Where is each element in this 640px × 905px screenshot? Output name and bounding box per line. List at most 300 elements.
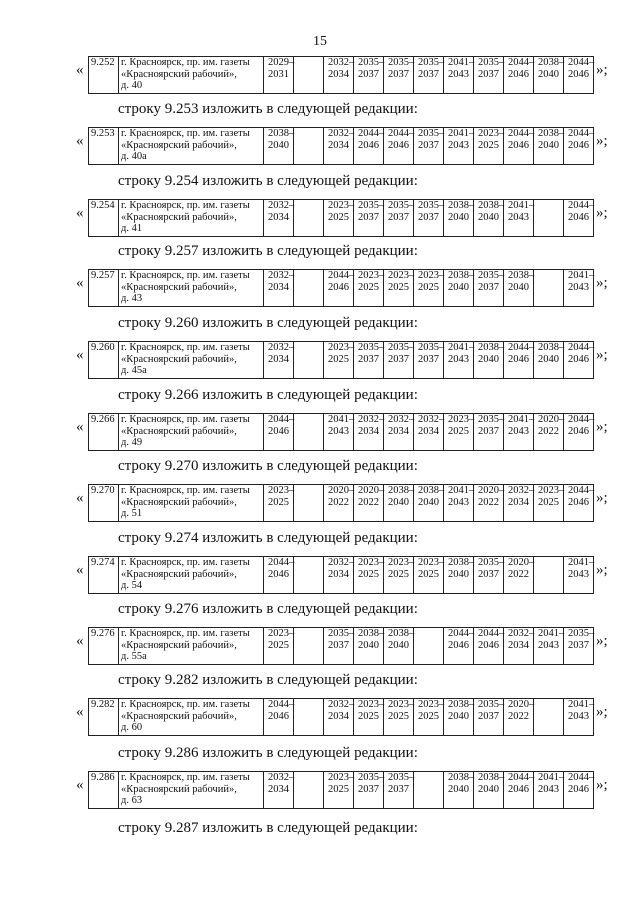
- edit-instruction: строку 9.276 изложить в следующей редакции:: [118, 601, 418, 617]
- range-end: 2037: [418, 68, 439, 80]
- date-range-cell: [564, 772, 594, 809]
- range-end: 2046: [358, 139, 379, 151]
- address-cell: [119, 485, 264, 522]
- range-end: 2037: [568, 639, 589, 651]
- edit-instruction: строку 9.260 изложить в следующей редакции:: [118, 315, 418, 331]
- address-line: «Красноярский рабочий»,: [121, 496, 237, 508]
- range-end: 2037: [358, 783, 379, 795]
- range-start: 2038–: [418, 485, 445, 496]
- range-start: 2041–: [448, 57, 475, 68]
- range-start: 2023–: [268, 485, 295, 496]
- range-end: 2040: [538, 139, 559, 151]
- address-line: «Красноярский рабочий»,: [121, 783, 237, 795]
- range-end: 2046: [268, 568, 289, 580]
- date-range-cell: [444, 485, 474, 522]
- range-start: 2044–: [388, 128, 415, 139]
- range-end: 2046: [568, 425, 589, 437]
- date-range-cell: [564, 414, 594, 451]
- range-end: 2040: [448, 710, 469, 722]
- range-start: 2038–: [448, 200, 475, 211]
- row-number: 9.252: [89, 57, 119, 94]
- range-start: 2038–: [268, 128, 295, 139]
- table-row: [88, 199, 594, 237]
- range-end: 2040: [448, 281, 469, 293]
- range-end: 2046: [568, 139, 589, 151]
- address-line: «Красноярский рабочий»,: [121, 639, 237, 651]
- date-range-cell: [384, 200, 414, 237]
- table-row: [88, 698, 594, 736]
- open-quote: «: [76, 205, 84, 221]
- range-end: 2022: [508, 568, 529, 580]
- date-range-cell: [414, 128, 444, 165]
- date-range-cell: [564, 557, 594, 594]
- date-range-cell: [264, 128, 294, 165]
- range-end: 2046: [568, 353, 589, 365]
- date-range-cell: [474, 414, 504, 451]
- date-range-cell: [534, 557, 564, 594]
- row-number: 9.253: [89, 128, 119, 165]
- range-end: 2025: [538, 496, 559, 508]
- range-start: 2035–: [568, 628, 595, 639]
- edit-instruction: строку 9.270 изложить в следующей редакции:: [118, 458, 418, 474]
- date-range-cell: [354, 772, 384, 809]
- address-line: д. 49: [121, 437, 143, 448]
- range-end: 2040: [448, 783, 469, 795]
- range-start: 2032–: [358, 414, 385, 425]
- range-start: 2032–: [328, 557, 355, 568]
- range-start: 2041–: [568, 557, 595, 568]
- range-start: 2035–: [418, 57, 445, 68]
- range-start: 2032–: [418, 414, 445, 425]
- range-start: 2020–: [328, 485, 355, 496]
- range-end: 2046: [268, 425, 289, 437]
- date-range-cell: [504, 270, 534, 307]
- range-start: 2032–: [328, 128, 355, 139]
- range-start: 2044–: [568, 342, 595, 353]
- date-range-cell: [414, 699, 444, 736]
- range-end: 2040: [388, 496, 409, 508]
- range-start: 2032–: [328, 57, 355, 68]
- date-range-cell: [414, 200, 444, 237]
- date-range-cell: [534, 270, 564, 307]
- range-end: 2040: [388, 639, 409, 651]
- range-start: 2041–: [538, 628, 565, 639]
- range-start: 2023–: [358, 270, 385, 281]
- range-end: 2037: [418, 211, 439, 223]
- address-cell: [119, 628, 264, 665]
- date-range-cell: [444, 628, 474, 665]
- range-end: 2040: [478, 783, 499, 795]
- range-end: 2037: [478, 68, 499, 80]
- close-quote: »;: [596, 562, 608, 578]
- date-range-cell: [354, 57, 384, 94]
- table-row: [88, 484, 594, 522]
- address-line: г. Красноярск, пр. им. газеты: [121, 557, 250, 568]
- date-range-cell: [534, 342, 564, 379]
- range-start: 2020–: [508, 557, 535, 568]
- range-start: 2038–: [358, 628, 385, 639]
- range-start: 2038–: [448, 772, 475, 783]
- range-start: 2044–: [478, 628, 505, 639]
- date-range-cell: [264, 200, 294, 237]
- date-range-cell: [414, 557, 444, 594]
- date-range-cell: [444, 342, 474, 379]
- range-end: 2037: [358, 68, 379, 80]
- range-end: 2046: [478, 639, 499, 651]
- date-range-cell: [294, 57, 324, 94]
- range-start: 2035–: [418, 128, 445, 139]
- date-range-cell: [414, 485, 444, 522]
- date-range-cell: [534, 485, 564, 522]
- date-range-cell: [474, 628, 504, 665]
- range-end: 2046: [568, 783, 589, 795]
- range-end: 2034: [328, 139, 349, 151]
- range-start: 2038–: [448, 557, 475, 568]
- range-start: 2044–: [268, 414, 295, 425]
- range-end: 2034: [508, 496, 529, 508]
- range-start: 2023–: [268, 628, 295, 639]
- date-range-cell: [474, 342, 504, 379]
- range-end: 2037: [478, 425, 499, 437]
- range-start: 2038–: [448, 270, 475, 281]
- address-line: г. Красноярск, пр. им. газеты: [121, 414, 250, 425]
- range-start: 2038–: [448, 699, 475, 710]
- date-range-cell: [474, 557, 504, 594]
- range-end: 2043: [568, 281, 589, 293]
- date-range-cell: [294, 128, 324, 165]
- range-start: 2023–: [388, 270, 415, 281]
- range-end: 2037: [388, 211, 409, 223]
- range-end: 2037: [388, 353, 409, 365]
- date-range-cell: [444, 57, 474, 94]
- range-end: 2040: [538, 68, 559, 80]
- range-start: 2044–: [508, 128, 535, 139]
- range-end: 2034: [328, 68, 349, 80]
- date-range-cell: [414, 414, 444, 451]
- range-end: 2046: [568, 68, 589, 80]
- edit-instruction: строку 9.274 изложить в следующей редакции:: [118, 530, 418, 546]
- date-range-cell: [474, 57, 504, 94]
- open-quote: «: [76, 490, 84, 506]
- range-start: 2044–: [568, 772, 595, 783]
- range-start: 2023–: [388, 557, 415, 568]
- address-line: д. 54: [121, 580, 143, 591]
- range-end: 2040: [478, 353, 499, 365]
- date-range-cell: [324, 485, 354, 522]
- date-range-cell: [294, 414, 324, 451]
- date-range-cell: [384, 557, 414, 594]
- range-start: 2035–: [388, 57, 415, 68]
- date-range-cell: [444, 414, 474, 451]
- address-line: «Красноярский рабочий»,: [121, 568, 237, 580]
- date-range-cell: [504, 772, 534, 809]
- date-range-cell: [264, 57, 294, 94]
- date-range-cell: [504, 200, 534, 237]
- range-end: 2022: [478, 496, 499, 508]
- range-start: 2023–: [358, 699, 385, 710]
- open-quote: «: [76, 347, 84, 363]
- date-range-cell: [534, 200, 564, 237]
- range-end: 2037: [388, 68, 409, 80]
- date-range-cell: [474, 270, 504, 307]
- range-start: 2023–: [328, 342, 355, 353]
- range-end: 2022: [508, 710, 529, 722]
- range-end: 2022: [538, 425, 559, 437]
- address-cell: [119, 557, 264, 594]
- range-end: 2031: [268, 68, 289, 80]
- range-start: 2020–: [508, 699, 535, 710]
- date-range-cell: [564, 128, 594, 165]
- row-number: 9.282: [89, 699, 119, 736]
- range-end: 2037: [478, 568, 499, 580]
- range-start: 2035–: [388, 200, 415, 211]
- range-start: 2038–: [508, 270, 535, 281]
- range-end: 2043: [328, 425, 349, 437]
- date-range-cell: [294, 342, 324, 379]
- range-start: 2035–: [358, 342, 385, 353]
- close-quote: »;: [596, 633, 608, 649]
- address-line: д. 55а: [121, 651, 147, 662]
- address-line: д. 63: [121, 795, 143, 806]
- address-cell: [119, 128, 264, 165]
- range-end: 2034: [328, 710, 349, 722]
- date-range-cell: [294, 200, 324, 237]
- address-line: г. Красноярск, пр. им. газеты: [121, 485, 250, 496]
- range-end: 2025: [388, 568, 409, 580]
- close-quote: »;: [596, 419, 608, 435]
- address-line: д. 51: [121, 508, 143, 519]
- range-end: 2037: [358, 211, 379, 223]
- date-range-cell: [564, 270, 594, 307]
- range-start: 2032–: [268, 342, 295, 353]
- address-line: г. Красноярск, пр. им. газеты: [121, 270, 250, 281]
- date-range-cell: [354, 128, 384, 165]
- range-start: 2035–: [478, 57, 505, 68]
- table-row: [88, 556, 594, 594]
- date-range-cell: [294, 485, 324, 522]
- range-end: 2043: [538, 639, 559, 651]
- date-range-cell: [354, 414, 384, 451]
- range-end: 2034: [268, 353, 289, 365]
- date-range-cell: [534, 57, 564, 94]
- range-start: 2044–: [448, 628, 475, 639]
- date-range-cell: [504, 57, 534, 94]
- date-range-cell: [264, 485, 294, 522]
- date-range-cell: [324, 57, 354, 94]
- range-start: 2032–: [388, 414, 415, 425]
- date-range-cell: [384, 699, 414, 736]
- date-range-cell: [264, 557, 294, 594]
- date-range-cell: [444, 270, 474, 307]
- range-end: 2025: [388, 710, 409, 722]
- range-end: 2040: [478, 211, 499, 223]
- close-quote: »;: [596, 777, 608, 793]
- address-line: «Красноярский рабочий»,: [121, 353, 237, 365]
- range-end: 2025: [328, 783, 349, 795]
- range-start: 2044–: [568, 200, 595, 211]
- range-end: 2046: [568, 211, 589, 223]
- date-range-cell: [534, 772, 564, 809]
- range-end: 2025: [358, 281, 379, 293]
- date-range-cell: [444, 557, 474, 594]
- range-end: 2043: [508, 211, 529, 223]
- date-range-cell: [444, 200, 474, 237]
- range-end: 2022: [358, 496, 379, 508]
- address-cell: [119, 772, 264, 809]
- date-range-cell: [474, 699, 504, 736]
- date-range-cell: [324, 128, 354, 165]
- date-range-cell: [414, 772, 444, 809]
- date-range-cell: [444, 699, 474, 736]
- range-end: 2037: [478, 710, 499, 722]
- date-range-cell: [504, 557, 534, 594]
- date-range-cell: [534, 414, 564, 451]
- date-range-cell: [354, 270, 384, 307]
- range-end: 2043: [538, 783, 559, 795]
- date-range-cell: [504, 699, 534, 736]
- date-range-cell: [324, 200, 354, 237]
- date-range-cell: [414, 57, 444, 94]
- range-start: 2038–: [478, 772, 505, 783]
- range-end: 2046: [268, 710, 289, 722]
- range-end: 2025: [268, 496, 289, 508]
- range-start: 2035–: [358, 772, 385, 783]
- range-end: 2034: [418, 425, 439, 437]
- range-start: 2044–: [328, 270, 355, 281]
- date-range-cell: [264, 342, 294, 379]
- range-end: 2025: [418, 281, 439, 293]
- range-start: 2038–: [478, 200, 505, 211]
- range-start: 2020–: [538, 414, 565, 425]
- range-start: 2038–: [538, 128, 565, 139]
- edit-instruction: строку 9.253 изложить в следующей редакции:: [118, 101, 418, 117]
- date-range-cell: [264, 270, 294, 307]
- range-start: 2023–: [418, 699, 445, 710]
- range-end: 2025: [328, 211, 349, 223]
- date-range-cell: [294, 270, 324, 307]
- address-line: д. 40а: [121, 151, 147, 162]
- address-line: г. Красноярск, пр. им. газеты: [121, 200, 250, 211]
- address-line: г. Красноярск, пр. им. газеты: [121, 57, 250, 68]
- date-range-cell: [384, 414, 414, 451]
- range-end: 2034: [508, 639, 529, 651]
- range-end: 2043: [568, 710, 589, 722]
- date-range-cell: [534, 628, 564, 665]
- row-number: 9.260: [89, 342, 119, 379]
- range-start: 2032–: [268, 772, 295, 783]
- date-range-cell: [264, 772, 294, 809]
- range-start: 2038–: [388, 485, 415, 496]
- range-start: 2044–: [568, 485, 595, 496]
- date-range-cell: [564, 485, 594, 522]
- edit-instruction: строку 9.286 изложить в следующей редакции:: [118, 745, 418, 761]
- row-number: 9.257: [89, 270, 119, 307]
- range-start: 2044–: [568, 57, 595, 68]
- date-range-cell: [504, 485, 534, 522]
- open-quote: «: [76, 777, 84, 793]
- range-start: 2035–: [478, 557, 505, 568]
- range-start: 2044–: [568, 128, 595, 139]
- range-start: 2044–: [268, 557, 295, 568]
- range-start: 2023–: [478, 128, 505, 139]
- date-range-cell: [564, 200, 594, 237]
- range-start: 2023–: [328, 200, 355, 211]
- range-end: 2025: [268, 639, 289, 651]
- range-start: 2035–: [358, 200, 385, 211]
- range-start: 2032–: [508, 628, 535, 639]
- row-number: 9.274: [89, 557, 119, 594]
- range-end: 2022: [328, 496, 349, 508]
- range-start: 2032–: [268, 270, 295, 281]
- range-end: 2040: [538, 353, 559, 365]
- edit-instruction: строку 9.266 изложить в следующей редакции:: [118, 387, 418, 403]
- range-start: 2044–: [358, 128, 385, 139]
- address-line: г. Красноярск, пр. им. газеты: [121, 628, 250, 639]
- range-end: 2037: [418, 139, 439, 151]
- range-end: 2037: [328, 639, 349, 651]
- date-range-cell: [414, 628, 444, 665]
- date-range-cell: [324, 772, 354, 809]
- table-row: [88, 627, 594, 665]
- date-range-cell: [384, 485, 414, 522]
- close-quote: »;: [596, 490, 608, 506]
- row-number: 9.270: [89, 485, 119, 522]
- date-range-cell: [324, 414, 354, 451]
- address-cell: [119, 414, 264, 451]
- range-start: 2041–: [508, 200, 535, 211]
- table-row: [88, 771, 594, 809]
- date-range-cell: [504, 628, 534, 665]
- range-end: 2025: [448, 425, 469, 437]
- range-start: 2023–: [418, 557, 445, 568]
- address-line: г. Красноярск, пр. им. газеты: [121, 772, 250, 783]
- open-quote: «: [76, 562, 84, 578]
- range-end: 2040: [448, 568, 469, 580]
- address-cell: [119, 57, 264, 94]
- date-range-cell: [444, 772, 474, 809]
- address-line: д. 43: [121, 293, 143, 304]
- date-range-cell: [324, 699, 354, 736]
- date-range-cell: [564, 342, 594, 379]
- range-start: 2032–: [508, 485, 535, 496]
- address-line: «Красноярский рабочий»,: [121, 211, 237, 223]
- open-quote: «: [76, 133, 84, 149]
- range-start: 2035–: [388, 772, 415, 783]
- table-row: [88, 269, 594, 307]
- row-number: 9.276: [89, 628, 119, 665]
- range-start: 2023–: [388, 699, 415, 710]
- date-range-cell: [324, 270, 354, 307]
- date-range-cell: [294, 699, 324, 736]
- range-start: 2038–: [388, 628, 415, 639]
- range-end: 2043: [448, 496, 469, 508]
- range-start: 2023–: [328, 772, 355, 783]
- date-range-cell: [384, 772, 414, 809]
- date-range-cell: [294, 557, 324, 594]
- range-end: 2034: [268, 783, 289, 795]
- range-end: 2043: [448, 68, 469, 80]
- date-range-cell: [534, 128, 564, 165]
- table-row: [88, 341, 594, 379]
- range-end: 2025: [358, 710, 379, 722]
- close-quote: »;: [596, 347, 608, 363]
- range-end: 2034: [388, 425, 409, 437]
- date-range-cell: [384, 128, 414, 165]
- range-start: 2020–: [358, 485, 385, 496]
- range-start: 2041–: [568, 699, 595, 710]
- address-line: «Красноярский рабочий»,: [121, 139, 237, 151]
- date-range-cell: [354, 628, 384, 665]
